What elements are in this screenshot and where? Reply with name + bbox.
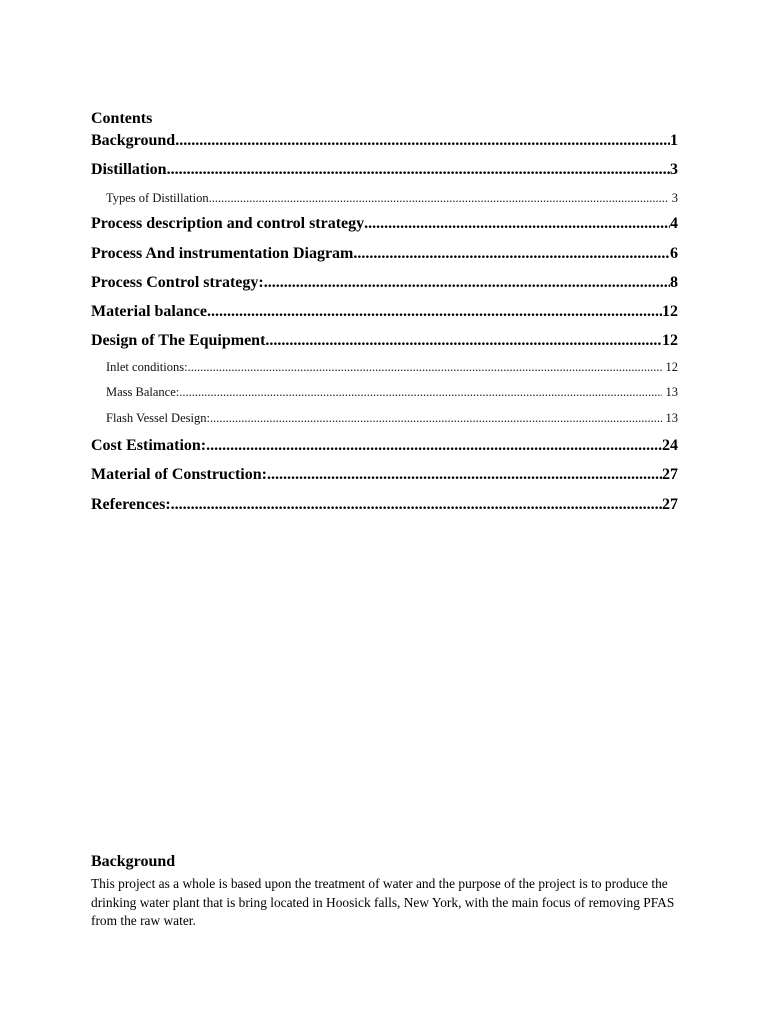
toc-entry-title: Process And instrumentation Diagram bbox=[91, 245, 354, 262]
toc-leader bbox=[265, 331, 662, 351]
section-heading-background: Background bbox=[91, 853, 176, 870]
toc-leader bbox=[353, 244, 670, 264]
toc-page-number: 3 bbox=[671, 191, 678, 205]
toc-leader bbox=[171, 495, 662, 515]
toc-entry-title: Design of The Equipment bbox=[91, 332, 266, 349]
toc-leader bbox=[364, 214, 670, 234]
toc-entry-title: Inlet conditions: bbox=[106, 360, 188, 374]
toc-page-number: 4 bbox=[670, 215, 678, 232]
toc-entry-title: Material balance bbox=[91, 303, 207, 320]
toc-entry-title: Distillation bbox=[91, 161, 167, 178]
toc-entry-mass-balance[interactable] bbox=[106, 384, 678, 400]
toc-entry-title: Process Control strategy: bbox=[91, 274, 264, 291]
toc-heading: Contents bbox=[91, 110, 153, 127]
toc-entry-pid-diagram[interactable] bbox=[91, 244, 678, 264]
toc-page-number: 27 bbox=[662, 466, 678, 483]
toc-entry-types-of-distillation[interactable] bbox=[106, 190, 678, 206]
toc-entry-title: Process description and control strategy bbox=[91, 215, 365, 232]
toc-page-number: 1 bbox=[670, 132, 678, 149]
toc-page-number: 12 bbox=[662, 303, 678, 320]
toc-leader bbox=[264, 273, 670, 293]
toc-entry-title: Material of Construction: bbox=[91, 466, 267, 483]
toc-entry-title: Types of Distillation bbox=[106, 191, 209, 205]
toc-entry-inlet-conditions[interactable] bbox=[106, 359, 678, 375]
toc-page-number: 13 bbox=[665, 411, 678, 425]
toc-entry-process-control-strategy[interactable] bbox=[91, 273, 678, 293]
toc-entry-material-balance[interactable] bbox=[91, 302, 678, 322]
toc-entry-design-of-equipment[interactable] bbox=[91, 331, 678, 351]
toc-entry-process-description[interactable] bbox=[91, 214, 678, 234]
toc-leader bbox=[188, 359, 662, 375]
toc-entry-title: Mass Balance: bbox=[106, 385, 180, 399]
toc-entry-title: Cost Estimation: bbox=[91, 437, 207, 454]
toc-entry-flash-vessel-design[interactable] bbox=[106, 410, 678, 426]
toc-page-number: 3 bbox=[670, 161, 678, 178]
toc-page-number: 12 bbox=[665, 360, 678, 374]
toc-entry-background[interactable] bbox=[91, 131, 678, 151]
toc-page-number: 8 bbox=[670, 274, 678, 291]
toc-leader bbox=[267, 465, 662, 485]
toc-page-number: 6 bbox=[670, 245, 678, 262]
background-paragraph: This project as a whole is based upon the treatment of water and the purpose of the project is to produce the drinking water plant that is bring located in Hoosick falls, New York, with the main focus of removing PFAS from the raw water. bbox=[91, 876, 675, 928]
toc-entry-distillation[interactable] bbox=[91, 160, 678, 180]
toc-entry-title: Background bbox=[91, 132, 176, 149]
toc-entry-cost-estimation[interactable] bbox=[91, 436, 678, 456]
toc-entry-title: Flash Vessel Design: bbox=[106, 411, 210, 425]
toc-page-number: 13 bbox=[665, 385, 678, 399]
toc-entry-material-of-construction[interactable] bbox=[91, 465, 678, 485]
toc-leader bbox=[179, 384, 661, 400]
toc-leader bbox=[210, 410, 662, 426]
toc-page-number: 24 bbox=[662, 437, 678, 454]
toc-leader bbox=[175, 131, 670, 151]
toc-page-number: 27 bbox=[662, 496, 678, 513]
toc-leader bbox=[167, 160, 670, 180]
toc-entry-references[interactable] bbox=[91, 495, 678, 515]
toc-entry-title: References: bbox=[91, 496, 171, 513]
toc-leader bbox=[207, 302, 662, 322]
toc-leader bbox=[209, 190, 668, 206]
toc-page-number: 12 bbox=[662, 332, 678, 349]
toc-leader bbox=[206, 436, 662, 456]
